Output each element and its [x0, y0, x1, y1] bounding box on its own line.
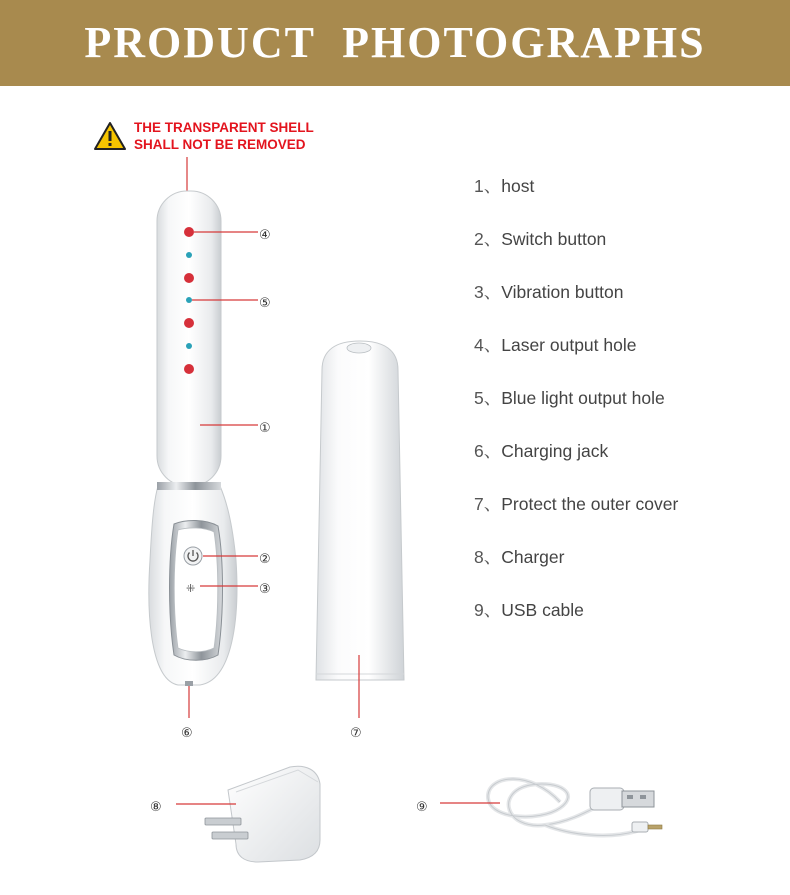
- laser-output-hole: [184, 273, 194, 283]
- list-item: 4、Laser output hole: [474, 335, 637, 355]
- callout-6: ⑥: [181, 726, 193, 741]
- callout-7: ⑦: [350, 726, 362, 741]
- list-item: 2、Switch button: [474, 229, 607, 249]
- callout-9: ⑨: [416, 800, 428, 815]
- laser-output-hole: [184, 227, 194, 237]
- list-item: 9、USB cable: [474, 600, 584, 620]
- callout-8: ⑧: [150, 800, 162, 815]
- charging-jack: [185, 681, 193, 686]
- callout-5: ⑤: [259, 296, 271, 311]
- warning-line-1: THE TRANSPARENT SHELL: [134, 120, 314, 135]
- list-item: 7、Protect the outer cover: [474, 494, 679, 514]
- host-device: [149, 157, 237, 718]
- warning-line-2: SHALL NOT BE REMOVED: [134, 137, 306, 152]
- chrome-ring: [157, 482, 221, 490]
- laser-output-hole: [184, 364, 194, 374]
- page-title: PRODUCT PHOTOGRAPHS: [84, 18, 706, 67]
- usb-cable: [440, 779, 662, 835]
- list-item: 5、Blue light output hole: [474, 388, 665, 408]
- dc-plug: [632, 822, 648, 832]
- callout-3: ③: [259, 582, 271, 597]
- vibration-icon: ⁜: [186, 582, 196, 595]
- charger-prong: [212, 832, 248, 839]
- list-item: 1、host: [474, 176, 535, 196]
- outer-cover: [316, 341, 404, 718]
- callout-4: ④: [259, 228, 271, 243]
- laser-output-hole: [184, 318, 194, 328]
- charger: [176, 766, 320, 862]
- callout-1: ①: [259, 421, 271, 436]
- list-item: 8、Charger: [474, 547, 565, 567]
- blue-light-output-hole: [186, 252, 192, 258]
- charger-prong: [205, 818, 241, 825]
- blue-light-output-hole: [186, 297, 192, 303]
- blue-light-output-hole: [186, 343, 192, 349]
- callout-2: ②: [259, 552, 271, 567]
- list-item: 6、Charging jack: [474, 441, 609, 461]
- list-item: 3、Vibration button: [474, 282, 624, 302]
- usb-plug: [590, 788, 624, 810]
- parts-list: [474, 174, 678, 651]
